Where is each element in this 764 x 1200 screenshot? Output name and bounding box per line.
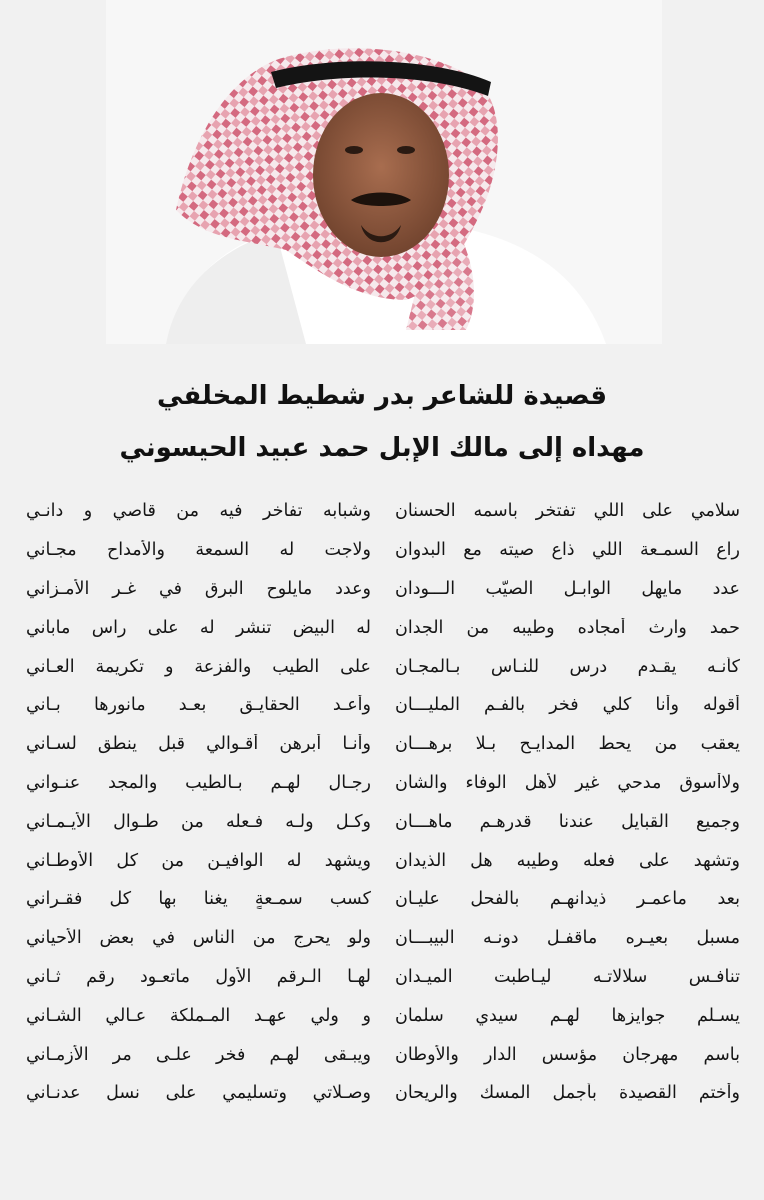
poet-photo: [106, 0, 662, 344]
verse-second-hemistich: وصـلاتي وتسليمي على نسل عدنـاني: [26, 1083, 371, 1104]
verse-first-hemistich: راع السمـعة اللي ذاع صيته مع البدوان: [395, 540, 740, 561]
poem-verse: [26, 841, 740, 880]
verse-second-hemistich: وشبابه تفاخر فيه من قاصي و دانـي: [26, 501, 371, 522]
verse-second-hemistich: و ولي عهـد المـملكة عـالي الشـاني: [26, 1005, 371, 1026]
verse-first-hemistich: بعد ماعمـر ذيدانهـم بالفحل عليـان: [395, 889, 740, 910]
verse-second-hemistich: لهـا الـرقم الأول ماتعـود رقم ثـاني: [26, 966, 371, 987]
poem-verse: [26, 996, 740, 1035]
verse-first-hemistich: وأختم القصيدة بأجمل المسك والريحان: [395, 1083, 740, 1104]
verse-second-hemistich: رجـال لهـم بـالطيب والمجد عنـواني: [26, 772, 371, 793]
poem-verse: [26, 919, 740, 958]
verse-second-hemistich: ولاجت له السمعة والأمداح مجـاني: [26, 540, 371, 561]
title-block: [0, 370, 764, 474]
poem-verse: [26, 725, 740, 764]
poem-verse: [26, 570, 740, 609]
poem-verse: [26, 958, 740, 997]
poem-verse: [26, 647, 740, 686]
verse-first-hemistich: يسـلم جوايزها لهـم سيدي سلمان: [395, 1005, 740, 1026]
verse-second-hemistich: له البيض تنشر له على راس ماباني: [26, 617, 371, 638]
verse-first-hemistich: مسبل بعيـره ماقفـل دونـه البيبـــان: [395, 928, 740, 949]
poem-verse: [26, 531, 740, 570]
poem-verse: [26, 764, 740, 803]
verse-second-hemistich: وكـل ولـه فـعله من طـوال الأيـمـاني: [26, 811, 371, 832]
poem-verse: [26, 1074, 740, 1113]
poem-verse: [26, 1035, 740, 1074]
poem-verse: [26, 492, 740, 531]
verse-second-hemistich: كسب سمـعةٍ يغنا بها كل فقـراني: [26, 889, 371, 910]
verse-first-hemistich: وجميع القبايل عندنا قدرهـم ماهـــان: [395, 811, 740, 832]
poem-verse: [26, 608, 740, 647]
poem-verse: [26, 802, 740, 841]
poem-verse: [26, 686, 740, 725]
verse-first-hemistich: عدد مايهل الوابـل الصيّب الـــودان: [395, 578, 740, 599]
verse-first-hemistich: يعقب من يحط المدايـح بـلا برهـــان: [395, 734, 740, 755]
verse-second-hemistich: ويبـقى لهـم فخر علـى مر الأزمـاني: [26, 1044, 371, 1065]
verse-first-hemistich: أقوله وأنا كلي فخر بالفـم المليـــان: [395, 695, 740, 716]
verse-second-hemistich: ويشهد له الوافيـن من كل الأوطـاني: [26, 850, 371, 871]
poem-title: قصيدة للشاعر بدر شطيط المخلفي: [157, 381, 607, 411]
verse-first-hemistich: كأنـه يقـدم درس للنـاس بـالمجـان: [395, 656, 740, 677]
poem-dedication: مهداه إلى مالك الإبل حمد عبيد الحيسوني: [119, 433, 645, 463]
verse-first-hemistich: وتشهد على فعله وطيبه هل الذيدان: [395, 850, 740, 871]
verse-second-hemistich: وأنـا أبرهن أقـوالي قبل ينطق لسـاني: [26, 734, 371, 755]
verse-second-hemistich: ولو يحرج من الناس في بعض الأحياني: [26, 928, 371, 949]
verse-second-hemistich: وأعـد الحقايـق بعـد مانورها بـاني: [26, 695, 371, 716]
verse-first-hemistich: باسم مهرجان مؤسس الدار والأوطان: [395, 1044, 740, 1065]
poem-verse: [26, 880, 740, 919]
verse-first-hemistich: سلامي على اللي تفتخر باسمه الحسنان: [395, 501, 740, 522]
verse-first-hemistich: حمد وارث أمجاده وطيبه من الجدان: [395, 617, 740, 638]
verse-second-hemistich: وعدد مايلوح البرق في غـر الأمـزاني: [26, 578, 371, 599]
verse-first-hemistich: تنافـس سلالاتـه ليـاطبت الميـدان: [395, 966, 740, 987]
verse-second-hemistich: على الطيب والفزعة و تكريمة العـاني: [26, 656, 371, 677]
poem-body: [26, 492, 740, 1152]
verse-first-hemistich: ولاأسوق مدحي غير لأهل الوفاء والشان: [395, 772, 740, 793]
